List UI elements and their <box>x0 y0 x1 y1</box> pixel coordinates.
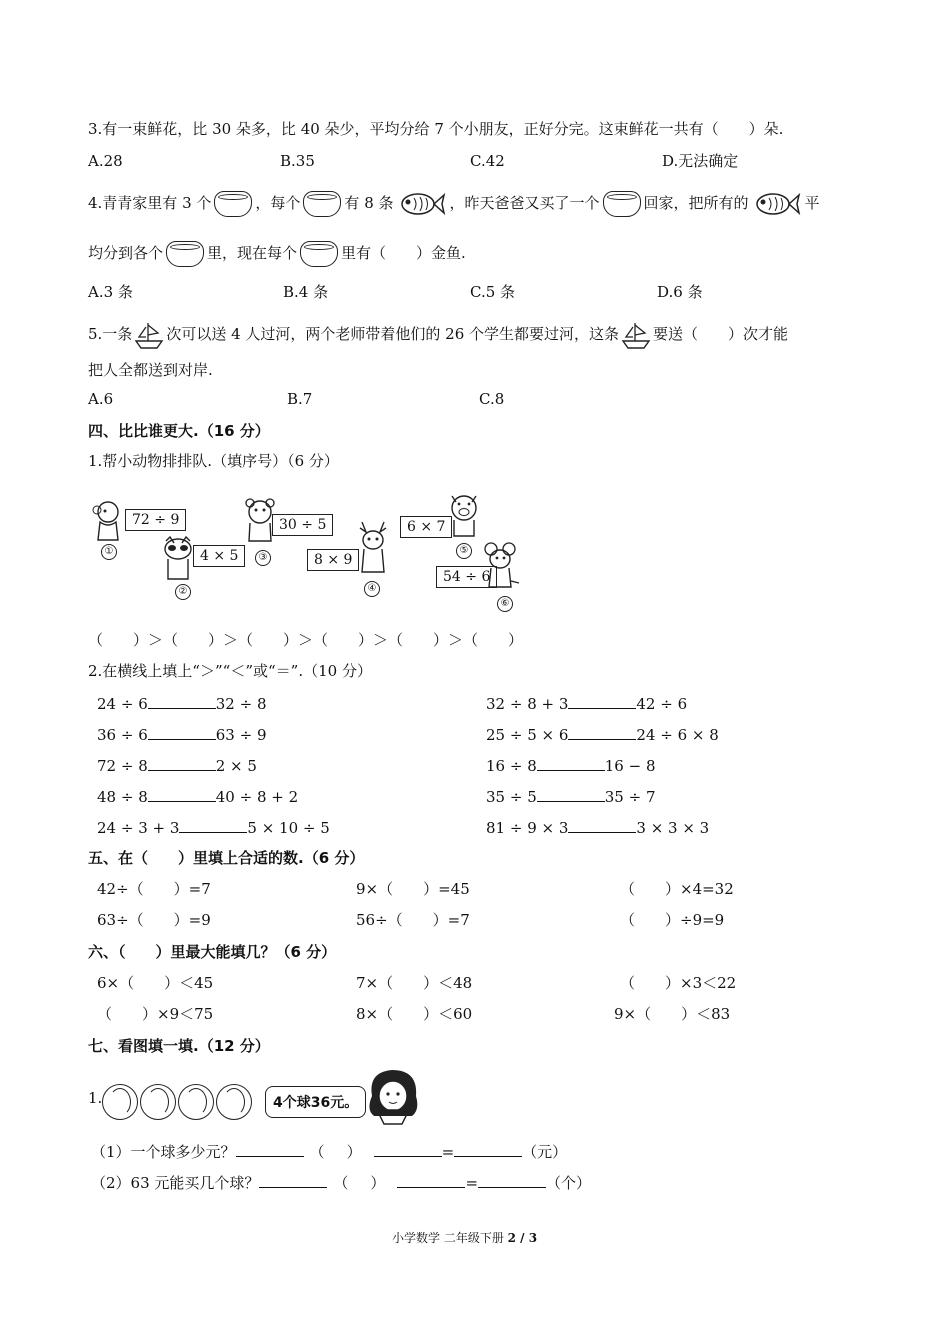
compare-right-expr: 3 × 3 × 3 <box>636 819 710 837</box>
fishbowl-icon <box>603 191 641 217</box>
answer-blank[interactable] <box>397 1175 465 1188</box>
fill-item: 6×（ ）＜45 <box>97 974 214 992</box>
animal-3-sign: 30 ÷ 5 <box>272 514 333 536</box>
fill-item: 8×（ ）＜60 <box>356 1005 473 1023</box>
section-6-title: 六、（ ）里最大能填几？（6 分） <box>88 943 337 961</box>
section-5-title: 五、在（ ）里填上合适的数.（6 分） <box>88 849 365 867</box>
q4-option-c: C.5 条 <box>470 283 516 301</box>
volleyball-icon <box>178 1084 214 1120</box>
animal-3-number: ③ <box>255 550 271 566</box>
footer-text: 小学数学 二年级下册 <box>392 1231 504 1245</box>
goldfish-icon <box>753 190 801 218</box>
fill-item: 63÷（ ）=9 <box>97 911 211 929</box>
compare-right-expr: 2 × 5 <box>215 757 257 775</box>
volleyball-icon <box>140 1084 176 1120</box>
sec7-q1: （1）一个球多少元？ （ ） = （元） <box>91 1143 568 1161</box>
q4-text: ，每个 <box>255 194 301 212</box>
compare-left-expr: 24 ÷ 6 <box>97 695 148 713</box>
q4-option-d: D.6 条 <box>657 283 703 301</box>
compare-row <box>97 789 298 805</box>
q5-text: 要送（ ）次才能 <box>653 325 789 343</box>
question-4-line1 <box>88 190 820 218</box>
compare-right-expr: 5 × 10 ÷ 5 <box>247 819 330 837</box>
answer-blank[interactable] <box>537 758 605 771</box>
q4-text: 均分到各个 <box>88 244 164 262</box>
section-7-title: 七、看图填一填.（12 分） <box>88 1037 270 1055</box>
fill-item: （ ）÷9=9 <box>620 911 725 929</box>
section-4-title: 四、比比谁更大.（16 分） <box>88 422 270 440</box>
q4-text: 4.青青家里有 3 个 <box>88 194 212 212</box>
volleyball-icon <box>102 1084 138 1120</box>
animal-2-number: ② <box>175 584 191 600</box>
compare-right-expr: 32 ÷ 8 <box>215 695 267 713</box>
compare-right-expr: 63 ÷ 9 <box>215 726 267 744</box>
compare-left-expr: 35 ÷ 5 <box>486 788 537 806</box>
compare-row <box>486 727 719 743</box>
unit-label: （个） <box>546 1174 592 1192</box>
q3-option-c: C.42 <box>470 152 505 170</box>
answer-blank[interactable] <box>179 820 247 833</box>
q5-option-a: A.6 <box>88 390 114 408</box>
answer-blank[interactable] <box>568 696 636 709</box>
answer-blank[interactable] <box>148 789 216 802</box>
answer-blank[interactable] <box>537 789 605 802</box>
answer-blank[interactable] <box>568 820 636 833</box>
compare-left-expr: 25 ÷ 5 × 6 <box>486 726 569 744</box>
compare-left-expr: 24 ÷ 3 + 3 <box>97 819 180 837</box>
q4-text: ，昨天爸爸又买了一个 <box>449 194 600 212</box>
q4-text: 有 8 条 <box>344 194 394 212</box>
compare-left-expr: 36 ÷ 6 <box>97 726 148 744</box>
compare-right-expr: 24 ÷ 6 × 8 <box>636 726 719 744</box>
q3-option-b: B.35 <box>280 152 315 170</box>
compare-row <box>486 789 656 805</box>
fill-item: 9×（ ）＜83 <box>614 1005 731 1023</box>
q4-text: 里有（ ）金鱼. <box>341 244 466 262</box>
fishbowl-icon <box>300 241 338 267</box>
animal-4-sign: 8 × 9 <box>307 549 359 571</box>
compare-row <box>486 820 709 836</box>
fishbowl-icon <box>214 191 252 217</box>
fishbowl-icon <box>166 241 204 267</box>
compare-row <box>97 696 267 712</box>
compare-row <box>486 758 656 774</box>
fill-item: （ ）×3＜22 <box>620 974 737 992</box>
compare-right-expr: 40 ÷ 8 + 2 <box>215 788 299 806</box>
animal-5-sign: 6 × 7 <box>400 516 452 538</box>
q4-text: 里，现在每个 <box>207 244 298 262</box>
sec7-item-number: 1. <box>88 1089 103 1107</box>
compare-row <box>97 820 330 836</box>
q5-text: 次可以送 4 人过河，两个老师带着他们的 26 个学生都要过河，这条 <box>166 325 620 343</box>
fill-item: 42÷（ ）=7 <box>97 880 211 898</box>
q4-text: 回家，把所有的 <box>643 194 749 212</box>
speech-bubble: 4个球36元。 <box>265 1086 366 1118</box>
answer-blank[interactable] <box>148 727 216 740</box>
monkey-icon <box>90 500 126 546</box>
sec7-q2-text: （2）63 元能买几个球？ <box>91 1174 260 1192</box>
answer-blank[interactable] <box>568 727 636 740</box>
answer-blank[interactable] <box>148 758 216 771</box>
animal-1-number: ① <box>101 544 117 560</box>
compare-left-expr: 81 ÷ 9 × 3 <box>486 819 569 837</box>
q3-option-a: A.28 <box>88 152 123 170</box>
compare-left-expr: 72 ÷ 8 <box>97 757 148 775</box>
sec7-q1-text: （1）一个球多少元？ <box>91 1143 236 1161</box>
goldfish-icon <box>398 190 446 218</box>
q5-option-b: B.7 <box>287 390 313 408</box>
compare-row <box>97 727 267 743</box>
fill-item: 7×（ ）＜48 <box>356 974 473 992</box>
compare-left-expr: 32 ÷ 8 + 3 <box>486 695 569 713</box>
animal-4-number: ④ <box>364 581 380 597</box>
answer-blank[interactable] <box>236 1144 304 1157</box>
answer-blank[interactable] <box>478 1175 546 1188</box>
compare-left-expr: 16 ÷ 8 <box>486 757 537 775</box>
mouse-icon <box>481 541 521 597</box>
q5-text: 5.一条 <box>88 325 133 343</box>
compare-row <box>486 696 687 712</box>
page-footer <box>392 1232 537 1244</box>
answer-blank[interactable] <box>259 1175 327 1188</box>
compare-right-expr: 35 ÷ 7 <box>604 788 656 806</box>
question-3-text: 3.有一束鲜花，比 30 朵多，比 40 朵少，平均分给 7 个小朋友，正好分完。这束鲜花一共有（ ）朵. <box>88 120 784 138</box>
animal-5-number: ⑤ <box>456 543 472 559</box>
fill-item: （ ）×9＜75 <box>97 1005 214 1023</box>
compare-left-expr: 48 ÷ 8 <box>97 788 148 806</box>
order-answer-row: （ ）＞（ ）＞（ ）＞（ ）＞（ ）＞（ ） <box>88 631 524 649</box>
section-4-sub2: 2.在横线上填上“＞”“＜”或“＝”.（10 分） <box>88 662 372 680</box>
pig-icon <box>446 492 482 542</box>
answer-blank[interactable] <box>148 696 216 709</box>
unit-label: （元） <box>522 1143 568 1161</box>
section-4-sub1: 1.帮小动物排排队.（填序号）（6 分） <box>88 452 339 470</box>
boat-icon <box>621 321 651 349</box>
compare-right-expr: 16 − 8 <box>604 757 656 775</box>
animal-6-number: ⑥ <box>497 596 513 612</box>
fill-item: 9×（ ）=45 <box>356 880 470 898</box>
deer-icon <box>352 520 394 580</box>
boat-icon <box>134 321 164 349</box>
raccoon-icon <box>160 535 196 585</box>
volleyball-icon <box>216 1084 252 1120</box>
q5-option-c: C.8 <box>479 390 505 408</box>
animal-2-sign: 4 × 5 <box>193 545 245 567</box>
animal-6-sign: 54 ÷ 6 <box>436 566 497 588</box>
page-number: 2 / 3 <box>507 1231 538 1245</box>
compare-right-expr: 42 ÷ 6 <box>636 695 688 713</box>
question-5-line1 <box>88 320 788 349</box>
q4-text: 平 <box>804 194 820 212</box>
answer-blank[interactable] <box>454 1144 522 1157</box>
fill-item: 56÷（ ）=7 <box>356 911 470 929</box>
q5-line2: 把人全都送到对岸. <box>88 361 213 379</box>
q3-option-d: D.无法确定 <box>662 152 739 170</box>
compare-row <box>97 758 257 774</box>
q4-option-a: A.3 条 <box>88 283 133 301</box>
fill-item: （ ）×4=32 <box>620 880 734 898</box>
sec7-q2: （2）63 元能买几个球？ （ ） = （个） <box>91 1174 592 1192</box>
fishbowl-icon <box>303 191 341 217</box>
animal-1-sign: 72 ÷ 9 <box>125 509 186 531</box>
question-4-line2 <box>88 240 466 267</box>
answer-blank[interactable] <box>374 1144 442 1157</box>
girl-icon <box>362 1066 424 1126</box>
q4-option-b: B.4 条 <box>283 283 329 301</box>
